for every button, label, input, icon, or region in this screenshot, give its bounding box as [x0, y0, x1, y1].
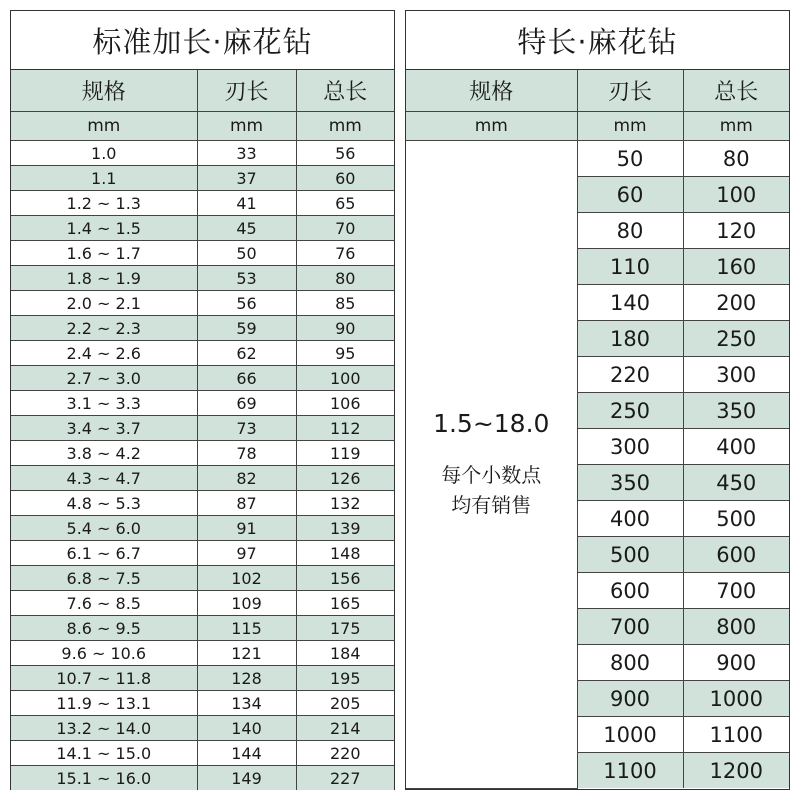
spec-cell: 2.0 ~ 2.1	[11, 291, 197, 316]
spec-cell: 4.3 ~ 4.7	[11, 466, 197, 491]
total-length-cell: 300	[683, 357, 789, 393]
flute-length-cell: 350	[577, 465, 683, 501]
flute-length-cell: 300	[577, 429, 683, 465]
total-length-cell: 214	[296, 716, 394, 741]
table-row	[11, 566, 394, 591]
flute-length-cell: 97	[197, 541, 296, 566]
right-header-spec: 规格	[406, 70, 577, 112]
table-row	[11, 391, 394, 416]
flute-length-cell: 69	[197, 391, 296, 416]
total-length-cell: 119	[296, 441, 394, 466]
flute-length-cell: 115	[197, 616, 296, 641]
total-length-cell: 90	[296, 316, 394, 341]
flute-length-cell: 62	[197, 341, 296, 366]
total-length-cell: 227	[296, 766, 394, 791]
total-length-cell: 120	[683, 213, 789, 249]
left-unit-flute-length: mm	[197, 112, 296, 141]
total-length-cell: 56	[296, 141, 394, 166]
right-header-total-length: 总长	[683, 70, 789, 112]
flute-length-cell: 87	[197, 491, 296, 516]
flute-length-cell: 500	[577, 537, 683, 573]
table-row	[11, 766, 394, 791]
table-row	[11, 241, 394, 266]
flute-length-cell: 400	[577, 501, 683, 537]
total-length-cell: 165	[296, 591, 394, 616]
total-length-cell: 160	[683, 249, 789, 285]
total-length-cell: 80	[296, 266, 394, 291]
spec-cell: 15.1 ~ 16.0	[11, 766, 197, 791]
total-length-cell: 450	[683, 465, 789, 501]
total-length-cell: 126	[296, 466, 394, 491]
spec-cell: 3.8 ~ 4.2	[11, 441, 197, 466]
total-length-cell: 800	[683, 609, 789, 645]
extra-long-spec-table	[406, 70, 789, 789]
table-row	[11, 741, 394, 766]
spec-cell: 1.4 ~ 1.5	[11, 216, 197, 241]
left-unit-total-length: mm	[296, 112, 394, 141]
flute-length-cell: 250	[577, 393, 683, 429]
spec-cell: 1.0	[11, 141, 197, 166]
flute-length-cell: 78	[197, 441, 296, 466]
flute-length-cell: 56	[197, 291, 296, 316]
table-row	[11, 441, 394, 466]
total-length-cell: 500	[683, 501, 789, 537]
total-length-cell: 148	[296, 541, 394, 566]
spec-cell: 2.4 ~ 2.6	[11, 341, 197, 366]
table-row	[11, 316, 394, 341]
flute-length-cell: 53	[197, 266, 296, 291]
table-row	[11, 466, 394, 491]
flute-length-cell: 128	[197, 666, 296, 691]
flute-length-cell: 134	[197, 691, 296, 716]
flute-length-cell: 800	[577, 645, 683, 681]
total-length-cell: 700	[683, 573, 789, 609]
table-row	[406, 141, 789, 177]
spec-cell: 1.2 ~ 1.3	[11, 191, 197, 216]
spec-cell: 3.4 ~ 3.7	[11, 416, 197, 441]
flute-length-cell: 121	[197, 641, 296, 666]
extra-long-drill-panel	[405, 10, 790, 790]
spec-cell: 6.8 ~ 7.5	[11, 566, 197, 591]
spec-cell: 14.1 ~ 15.0	[11, 741, 197, 766]
spec-cell: 13.2 ~ 14.0	[11, 716, 197, 741]
flute-length-cell: 140	[577, 285, 683, 321]
spec-cell: 5.4 ~ 6.0	[11, 516, 197, 541]
spec-cell: 11.9 ~ 13.1	[11, 691, 197, 716]
total-length-cell: 106	[296, 391, 394, 416]
total-length-cell: 205	[296, 691, 394, 716]
standard-spec-table	[11, 70, 394, 790]
left-panel-title: 标准加长·麻花钻	[11, 11, 394, 70]
flute-length-cell: 91	[197, 516, 296, 541]
table-row	[11, 541, 394, 566]
spec-cell: 1.6 ~ 1.7	[11, 241, 197, 266]
flute-length-cell: 45	[197, 216, 296, 241]
flute-length-cell: 110	[577, 249, 683, 285]
total-length-cell: 195	[296, 666, 394, 691]
spec-cell: 2.2 ~ 2.3	[11, 316, 197, 341]
total-length-cell: 250	[683, 321, 789, 357]
merged-spec-cell	[406, 141, 577, 789]
total-length-cell: 139	[296, 516, 394, 541]
total-length-cell: 900	[683, 645, 789, 681]
flute-length-cell: 41	[197, 191, 296, 216]
flute-length-cell: 900	[577, 681, 683, 717]
table-row	[11, 166, 394, 191]
flute-length-cell: 180	[577, 321, 683, 357]
total-length-cell: 132	[296, 491, 394, 516]
total-length-cell: 65	[296, 191, 394, 216]
left-header-flute-length: 刃长	[197, 70, 296, 112]
table-row	[11, 141, 394, 166]
right-unit-total-length: mm	[683, 112, 789, 141]
right-unit-flute-length: mm	[577, 112, 683, 141]
flute-length-cell: 140	[197, 716, 296, 741]
table-row	[11, 216, 394, 241]
total-length-cell: 100	[296, 366, 394, 391]
table-row	[11, 416, 394, 441]
spec-cell: 1.8 ~ 1.9	[11, 266, 197, 291]
total-length-cell: 184	[296, 641, 394, 666]
total-length-cell: 1200	[683, 753, 789, 789]
spec-note-line2: 均有销售	[451, 492, 532, 517]
table-row	[11, 591, 394, 616]
right-panel-title: 特长·麻花钻	[406, 11, 789, 70]
table-row	[11, 191, 394, 216]
spec-cell: 9.6 ~ 10.6	[11, 641, 197, 666]
total-length-cell: 350	[683, 393, 789, 429]
left-unit-spec: mm	[11, 112, 197, 141]
total-length-cell: 70	[296, 216, 394, 241]
table-row	[11, 291, 394, 316]
spec-cell: 3.1 ~ 3.3	[11, 391, 197, 416]
total-length-cell: 1100	[683, 717, 789, 753]
total-length-cell: 100	[683, 177, 789, 213]
total-length-cell: 80	[683, 141, 789, 177]
total-length-cell: 112	[296, 416, 394, 441]
table-row	[11, 616, 394, 641]
spec-cell: 7.6 ~ 8.5	[11, 591, 197, 616]
total-length-cell: 85	[296, 291, 394, 316]
flute-length-cell: 33	[197, 141, 296, 166]
table-row	[11, 266, 394, 291]
total-length-cell: 95	[296, 341, 394, 366]
table-row	[11, 341, 394, 366]
table-row	[11, 716, 394, 741]
total-length-cell: 1000	[683, 681, 789, 717]
left-header-total-length: 总长	[296, 70, 394, 112]
spec-cell: 10.7 ~ 11.8	[11, 666, 197, 691]
table-row	[11, 691, 394, 716]
flute-length-cell: 220	[577, 357, 683, 393]
flute-length-cell: 600	[577, 573, 683, 609]
total-length-cell: 76	[296, 241, 394, 266]
flute-length-cell: 82	[197, 466, 296, 491]
flute-length-cell: 50	[197, 241, 296, 266]
spec-cell: 8.6 ~ 9.5	[11, 616, 197, 641]
spec-range: 1.5~18.0	[433, 408, 550, 438]
table-row	[11, 491, 394, 516]
flute-length-cell: 102	[197, 566, 296, 591]
table-row	[11, 516, 394, 541]
total-length-cell: 400	[683, 429, 789, 465]
standard-extended-drill-panel	[10, 10, 395, 790]
total-length-cell: 156	[296, 566, 394, 591]
flute-length-cell: 37	[197, 166, 296, 191]
spec-cell: 6.1 ~ 6.7	[11, 541, 197, 566]
flute-length-cell: 109	[197, 591, 296, 616]
table-row	[11, 641, 394, 666]
spec-cell: 2.7 ~ 3.0	[11, 366, 197, 391]
flute-length-cell: 80	[577, 213, 683, 249]
left-header-spec: 规格	[11, 70, 197, 112]
spec-note-line1: 每个小数点	[441, 462, 542, 487]
flute-length-cell: 60	[577, 177, 683, 213]
flute-length-cell: 66	[197, 366, 296, 391]
flute-length-cell: 700	[577, 609, 683, 645]
flute-length-cell: 59	[197, 316, 296, 341]
table-row	[11, 666, 394, 691]
spec-cell: 4.8 ~ 5.3	[11, 491, 197, 516]
flute-length-cell: 73	[197, 416, 296, 441]
flute-length-cell: 144	[197, 741, 296, 766]
right-unit-spec: mm	[406, 112, 577, 141]
flute-length-cell: 1000	[577, 717, 683, 753]
flute-length-cell: 149	[197, 766, 296, 791]
table-row	[11, 366, 394, 391]
total-length-cell: 175	[296, 616, 394, 641]
spec-cell: 1.1	[11, 166, 197, 191]
right-header-flute-length: 刃长	[577, 70, 683, 112]
total-length-cell: 220	[296, 741, 394, 766]
flute-length-cell: 50	[577, 141, 683, 177]
total-length-cell: 600	[683, 537, 789, 573]
flute-length-cell: 1100	[577, 753, 683, 789]
total-length-cell: 200	[683, 285, 789, 321]
total-length-cell: 60	[296, 166, 394, 191]
